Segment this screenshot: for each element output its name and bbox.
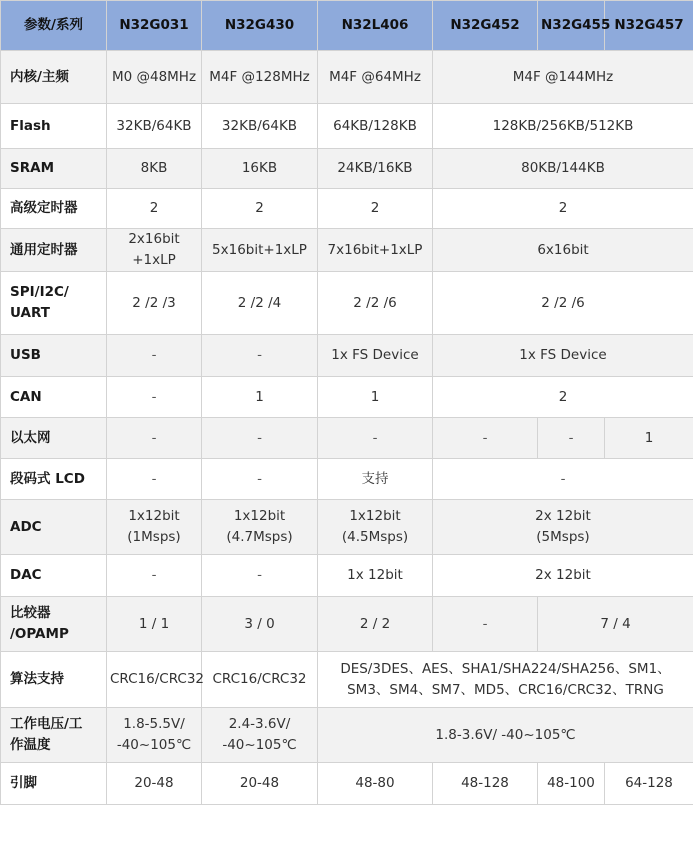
cell-g45x: 2 /2 /6 (433, 272, 693, 335)
row-spi-i2c-uart (1, 272, 693, 335)
cell-g45x: 80KB/144KB (433, 149, 693, 189)
cell-g031: 20-48 (107, 763, 202, 805)
row-label-line-1: 比较器 (10, 605, 51, 621)
cell-l406: 1 (318, 377, 433, 418)
cell-g430: - (202, 418, 318, 459)
cell-g430: 16KB (202, 149, 318, 189)
row-label-line-1: 工作电压/工 (10, 716, 83, 732)
cell-g031: - (107, 555, 202, 597)
row-lcd (1, 459, 693, 500)
cell-g031: - (107, 459, 202, 500)
cell-g430 (202, 500, 318, 555)
cell-g430: 20-48 (202, 763, 318, 805)
row-comparator-opamp (1, 597, 693, 652)
cell-g45x: 128KB/256KB/512KB (433, 104, 693, 149)
cell-g455: - (538, 418, 605, 459)
cell-l406: 1x FS Device (318, 335, 433, 377)
cell-g430: - (202, 335, 318, 377)
cell-g457: 64-128 (605, 763, 693, 805)
cell-l406: 2 /2 /6 (318, 272, 433, 335)
cell-line-1: 1.8-5.5V/ (123, 716, 185, 732)
row-label: 引脚 (1, 763, 107, 805)
header-param-label: 参数/系列 (1, 1, 107, 51)
cell-g430: - (202, 459, 318, 500)
header-n32l406: N32L406 (318, 1, 433, 51)
cell-line-2: SM3、SM4、SM7、MD5、CRC16/CRC32、TRNG (347, 681, 664, 698)
cell-l406: 24KB/16KB (318, 149, 433, 189)
cell-g45x: 6x16bit (433, 229, 693, 272)
cell-g430: CRC16/CRC32 (202, 652, 318, 708)
cell-g031: 2 /2 /3 (107, 272, 202, 335)
header-n32g455: N32G455 (538, 1, 605, 51)
cell-g430: M4F @128MHz (202, 51, 318, 104)
row-gp-timer (1, 229, 693, 272)
cell-line-1: 1x12bit (349, 508, 401, 524)
cell-line-1: 1x12bit (128, 508, 180, 524)
cell-l406: M4F @64MHz (318, 51, 433, 104)
cell-l406: 7x16bit+1xLP (318, 229, 433, 272)
row-label: 高级定时器 (1, 189, 107, 229)
header-n32g031: N32G031 (107, 1, 202, 51)
row-label: DAC (1, 555, 107, 597)
cell-l406: 2 / 2 (318, 597, 433, 652)
cell-g031: CRC16/CRC32 (107, 652, 202, 708)
header-row (1, 1, 693, 51)
row-label (1, 272, 107, 335)
row-adv-timer (1, 189, 693, 229)
cell-line-2: (4.5Msps) (341, 529, 409, 545)
cell-g430: 5x16bit+1xLP (202, 229, 318, 272)
row-label: 以太网 (1, 418, 107, 459)
cell-g031: 32KB/64KB (107, 104, 202, 149)
row-label-line-1: SPI/I2C/ (10, 284, 69, 300)
row-algorithm (1, 652, 693, 708)
row-label: Flash (1, 104, 107, 149)
cell-g45x: 1x FS Device (433, 335, 693, 377)
row-label: SRAM (1, 149, 107, 189)
cell-g430: 1 (202, 377, 318, 418)
cell-g430: 2 (202, 189, 318, 229)
cell-g452: - (433, 597, 538, 652)
cell-g430: 2 /2 /4 (202, 272, 318, 335)
cell-l406: 2 (318, 189, 433, 229)
cell-line-1: DES/3DES、AES、SHA1/SHA224/SHA256、SM1、 (340, 660, 671, 677)
row-label: 通用定时器 (1, 229, 107, 272)
cell-l406: - (318, 418, 433, 459)
cell-g45x: 2 (433, 189, 693, 229)
row-label: ADC (1, 500, 107, 555)
cell-g452: - (433, 418, 538, 459)
cell-line-2: (1Msps) (127, 529, 181, 545)
cell-l406: 支持 (318, 459, 433, 500)
cell-g031: 1 / 1 (107, 597, 202, 652)
cell-g430: - (202, 555, 318, 597)
row-label: CAN (1, 377, 107, 418)
cell-g031: M0 @48MHz (107, 51, 202, 104)
cell-g031 (107, 708, 202, 763)
row-pins (1, 763, 693, 805)
cell-line-1: 2x 12bit (535, 508, 591, 524)
header-n32g430: N32G430 (202, 1, 318, 51)
header-n32g457: N32G457 (605, 1, 693, 51)
row-adc (1, 500, 693, 555)
row-can (1, 377, 693, 418)
cell-line-2: (4.7Msps) (226, 529, 293, 545)
cell-g45x (433, 500, 693, 555)
cell-g45x: 2x 12bit (433, 555, 693, 597)
cell-g452: 48-128 (433, 763, 538, 805)
cell-l406: 64KB/128KB (318, 104, 433, 149)
cell-line-2: (5Msps) (536, 529, 590, 545)
cell-g031: - (107, 335, 202, 377)
cell-line-1: 1x12bit (233, 508, 286, 524)
cell-g45x: - (433, 459, 693, 500)
cell-line-2: -40~105℃ (116, 737, 192, 753)
cell-line-2: -40~105℃ (222, 737, 297, 753)
row-label-line-2: 作温度 (10, 737, 51, 753)
cell-l406: 48-80 (318, 763, 433, 805)
cell-g031: 2x16bit +1xLP (107, 229, 202, 272)
row-usb (1, 335, 693, 377)
cell-g031: 8KB (107, 149, 202, 189)
cell-g031 (107, 500, 202, 555)
row-label (1, 597, 107, 652)
row-sram (1, 149, 693, 189)
cell-g455: 48-100 (538, 763, 605, 805)
row-voltage-temp (1, 708, 693, 763)
row-ethernet (1, 418, 693, 459)
cell-g031: - (107, 418, 202, 459)
header-n32g452: N32G452 (433, 1, 538, 51)
cell-g430 (202, 708, 318, 763)
row-dac (1, 555, 693, 597)
cell-g455-g457: 7 / 4 (538, 597, 693, 652)
row-label: 算法支持 (1, 652, 107, 708)
row-flash (1, 104, 693, 149)
row-label-line-2: UART (10, 305, 50, 321)
cell-l406-g45x (318, 652, 693, 708)
cell-g457: 1 (605, 418, 693, 459)
cell-l406 (318, 500, 433, 555)
row-label: 内核/主频 (1, 51, 107, 104)
row-label: 段码式 LCD (1, 459, 107, 500)
cell-l406-g45x: 1.8-3.6V/ -40~105℃ (318, 708, 693, 763)
row-label (1, 708, 107, 763)
cell-g45x: M4F @144MHz (433, 51, 693, 104)
row-core (1, 51, 693, 104)
cell-g031: - (107, 377, 202, 418)
cell-g031: 2 (107, 189, 202, 229)
row-label: USB (1, 335, 107, 377)
cell-g430: 32KB/64KB (202, 104, 318, 149)
cell-g430: 3 / 0 (202, 597, 318, 652)
cell-line-1: 2.4-3.6V/ (228, 716, 291, 732)
row-label-line-2: /OPAMP (10, 626, 69, 642)
cell-g45x: 2 (433, 377, 693, 418)
cell-l406: 1x 12bit (318, 555, 433, 597)
